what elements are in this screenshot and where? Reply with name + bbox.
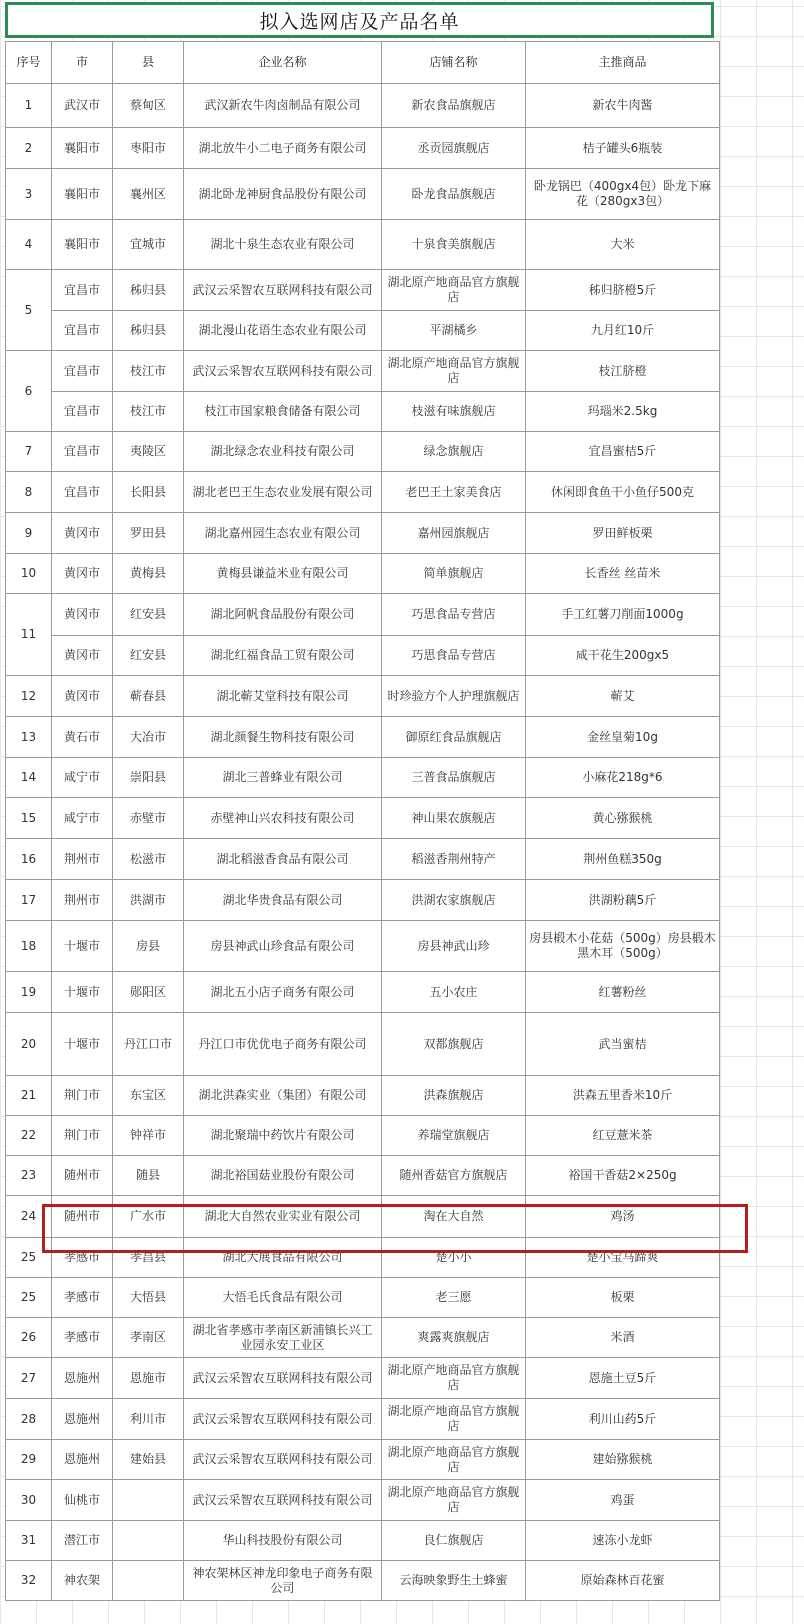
cell-city: 宜昌市	[52, 432, 113, 472]
table-row	[6, 472, 720, 513]
cell-product: 洪湖粉藕5斤	[526, 880, 720, 921]
cell-store: 良仁旗舰店	[382, 1521, 526, 1561]
cell-company: 湖北十泉生态农业有限公司	[184, 220, 382, 270]
cell-seq: 25	[6, 1238, 52, 1278]
cell-seq: 26	[6, 1318, 52, 1358]
cell-company: 黄梅县谦益米业有限公司	[184, 554, 382, 594]
cell-city: 恩施州	[52, 1399, 113, 1440]
cell-product: 罗田鲜板栗	[526, 513, 720, 554]
table-row	[6, 392, 720, 432]
cell-store: 洪森旗舰店	[382, 1076, 526, 1116]
cell-city: 荆州市	[52, 880, 113, 921]
cell-county: 洪湖市	[113, 880, 184, 921]
cell-city: 十堰市	[52, 921, 113, 972]
cell-store: 淘在大自然	[382, 1196, 526, 1238]
cell-county: 蕲春县	[113, 676, 184, 717]
table-row	[6, 594, 720, 636]
cell-county: 东宝区	[113, 1076, 184, 1116]
table-row	[6, 1013, 720, 1076]
cell-seq: 5	[6, 270, 52, 351]
cell-product: 蕲艾	[526, 676, 720, 717]
cell-product: 鸡蛋	[526, 1480, 720, 1521]
cell-county: 红安县	[113, 594, 184, 636]
cell-city: 荆门市	[52, 1116, 113, 1156]
cell-company: 湖北放牛小二电子商务有限公司	[184, 128, 382, 169]
cell-product: 咸干花生200gx5	[526, 636, 720, 676]
cell-county: 襄州区	[113, 169, 184, 220]
cell-city: 襄阳市	[52, 128, 113, 169]
table-row	[6, 1278, 720, 1318]
table-row	[6, 717, 720, 758]
cell-seq: 28	[6, 1399, 52, 1440]
cell-county: 孝南区	[113, 1318, 184, 1358]
cell-seq: 21	[6, 1076, 52, 1116]
cell-county: 郧阳区	[113, 972, 184, 1013]
table-row	[6, 676, 720, 717]
cell-company: 武汉云采智农互联网科技有限公司	[184, 1480, 382, 1521]
cell-county: 大冶市	[113, 717, 184, 758]
cell-city: 宜昌市	[52, 270, 113, 311]
cell-product: 红薯粉丝	[526, 972, 720, 1013]
cell-company: 湖北裕国菇业股份有限公司	[184, 1156, 382, 1196]
cell-product: 大米	[526, 220, 720, 270]
cell-product: 枝江脐橙	[526, 351, 720, 392]
table-row	[6, 1076, 720, 1116]
cell-product: 速冻小龙虾	[526, 1521, 720, 1561]
cell-store: 巧思食品专营店	[382, 636, 526, 676]
cell-store: 湖北原产地商品官方旗舰店	[382, 351, 526, 392]
cell-product: 九月红10斤	[526, 311, 720, 351]
cell-product: 建始猕猴桃	[526, 1440, 720, 1480]
table-row	[6, 84, 720, 128]
cell-product: 洪森五里香米10斤	[526, 1076, 720, 1116]
cell-seq: 30	[6, 1480, 52, 1521]
cell-product: 黄心猕猴桃	[526, 798, 720, 839]
cell-seq: 15	[6, 798, 52, 839]
cell-seq: 9	[6, 513, 52, 554]
cell-city: 荆门市	[52, 1076, 113, 1116]
cell-product: 玛瑙米2.5kg	[526, 392, 720, 432]
cell-store: 三普食品旗舰店	[382, 758, 526, 798]
cell-store: 爽露爽旗舰店	[382, 1318, 526, 1358]
table-row	[6, 1358, 720, 1399]
cell-store: 御原红食品旗舰店	[382, 717, 526, 758]
cell-county: 利川市	[113, 1399, 184, 1440]
table-row	[6, 128, 720, 169]
table-row	[6, 270, 720, 311]
cell-city: 恩施州	[52, 1358, 113, 1399]
cell-company: 武汉云采智农互联网科技有限公司	[184, 1399, 382, 1440]
cell-seq: 17	[6, 880, 52, 921]
cell-store: 随州香菇官方旗舰店	[382, 1156, 526, 1196]
table-row	[6, 921, 720, 972]
cell-seq: 32	[6, 1561, 52, 1601]
cell-county: 丹江口市	[113, 1013, 184, 1076]
cell-city: 襄阳市	[52, 169, 113, 220]
cell-company: 湖北省孝感市孝南区新浦镇长兴工业园永安工业区	[184, 1318, 382, 1358]
cell-company: 武汉云采智农互联网科技有限公司	[184, 351, 382, 392]
cell-store: 楚小小	[382, 1238, 526, 1278]
cell-county: 夷陵区	[113, 432, 184, 472]
cell-seq: 3	[6, 169, 52, 220]
header-seq: 序号	[6, 42, 52, 84]
table-row	[6, 1318, 720, 1358]
cell-county: 房县	[113, 921, 184, 972]
cell-city: 宜昌市	[52, 351, 113, 392]
page-title: 拟入选网店及产品名单	[5, 2, 714, 38]
cell-product: 武当蜜桔	[526, 1013, 720, 1076]
cell-seq: 7	[6, 432, 52, 472]
cell-county: 红安县	[113, 636, 184, 676]
cell-company: 湖北稻滋香食品有限公司	[184, 839, 382, 880]
cell-store: 平湖橘乡	[382, 311, 526, 351]
header-store: 店铺名称	[382, 42, 526, 84]
cell-store: 老巴王土家美食店	[382, 472, 526, 513]
table-row	[6, 636, 720, 676]
cell-seq: 27	[6, 1358, 52, 1399]
cell-seq: 2	[6, 128, 52, 169]
cell-product: 红豆薏米茶	[526, 1116, 720, 1156]
cell-county: 建始县	[113, 1440, 184, 1480]
cell-product: 金丝皇菊10g	[526, 717, 720, 758]
cell-company: 武汉新农牛肉卤制品有限公司	[184, 84, 382, 128]
table-row	[6, 554, 720, 594]
cell-county: 赤壁市	[113, 798, 184, 839]
cell-county: 孝昌县	[113, 1238, 184, 1278]
cell-seq: 31	[6, 1521, 52, 1561]
table-header-row	[6, 42, 720, 84]
cell-company: 神农架林区神龙印象电子商务有限公司	[184, 1561, 382, 1601]
cell-company: 赤壁神山兴农科技有限公司	[184, 798, 382, 839]
cell-county: 大悟县	[113, 1278, 184, 1318]
header-city: 市	[52, 42, 113, 84]
cell-company: 湖北绿念农业科技有限公司	[184, 432, 382, 472]
cell-city: 神农架	[52, 1561, 113, 1601]
cell-store: 养瑞堂旗舰店	[382, 1116, 526, 1156]
cell-city: 襄阳市	[52, 220, 113, 270]
cell-store: 湖北原产地商品官方旗舰店	[382, 1440, 526, 1480]
cell-city: 黄冈市	[52, 554, 113, 594]
cell-company: 枝江市国家粮食储备有限公司	[184, 392, 382, 432]
cell-company: 房县神武山珍食品有限公司	[184, 921, 382, 972]
cell-store: 湖北原产地商品官方旗舰店	[382, 1358, 526, 1399]
cell-product: 楚小宝马蹄爽	[526, 1238, 720, 1278]
cell-company: 湖北大自然农业实业有限公司	[184, 1196, 382, 1238]
cell-city: 宜昌市	[52, 311, 113, 351]
cell-county: 秭归县	[113, 311, 184, 351]
cell-county: 松滋市	[113, 839, 184, 880]
cell-seq: 16	[6, 839, 52, 880]
cell-store: 丞贡园旗舰店	[382, 128, 526, 169]
cell-city: 孝感市	[52, 1318, 113, 1358]
header-company: 企业名称	[184, 42, 382, 84]
table-row	[6, 1116, 720, 1156]
cell-city: 黄冈市	[52, 513, 113, 554]
cell-company: 武汉云采智农互联网科技有限公司	[184, 1440, 382, 1480]
cell-product: 卧龙锅巴（400gx4包）卧龙下麻花（280gx3包）	[526, 169, 720, 220]
cell-store: 简单旗舰店	[382, 554, 526, 594]
table-row	[6, 1238, 720, 1278]
cell-city: 荆州市	[52, 839, 113, 880]
cell-product: 荆州鱼糕350g	[526, 839, 720, 880]
cell-seq: 23	[6, 1156, 52, 1196]
cell-county: 崇阳县	[113, 758, 184, 798]
cell-county: 枝江市	[113, 392, 184, 432]
table-row	[6, 432, 720, 472]
cell-county	[113, 1521, 184, 1561]
cell-product: 米酒	[526, 1318, 720, 1358]
cell-store: 卧龙食品旗舰店	[382, 169, 526, 220]
cell-company: 湖北华贵食品有限公司	[184, 880, 382, 921]
cell-product: 长香丝 丝苗米	[526, 554, 720, 594]
table-row	[6, 1399, 720, 1440]
cell-company: 湖北五小店子商务有限公司	[184, 972, 382, 1013]
cell-store: 五小农庄	[382, 972, 526, 1013]
cell-company: 武汉云采智农互联网科技有限公司	[184, 1358, 382, 1399]
cell-store: 老三愿	[382, 1278, 526, 1318]
table-row	[6, 758, 720, 798]
cell-seq: 18	[6, 921, 52, 972]
cell-city: 孝感市	[52, 1278, 113, 1318]
cell-store: 新农食品旗舰店	[382, 84, 526, 128]
cell-product: 原始森林百花蜜	[526, 1561, 720, 1601]
cell-seq: 1	[6, 84, 52, 128]
cell-county: 宜城市	[113, 220, 184, 270]
cell-county: 广水市	[113, 1196, 184, 1238]
cell-product: 鸡汤	[526, 1196, 720, 1238]
cell-county: 钟祥市	[113, 1116, 184, 1156]
cell-seq: 8	[6, 472, 52, 513]
shop-list-table	[5, 41, 720, 1601]
table-row	[6, 169, 720, 220]
cell-county: 随县	[113, 1156, 184, 1196]
cell-company: 湖北卧龙神厨食品股份有限公司	[184, 169, 382, 220]
cell-product: 宜昌蜜桔5斤	[526, 432, 720, 472]
cell-product: 秭归脐橙5斤	[526, 270, 720, 311]
cell-county: 黄梅县	[113, 554, 184, 594]
cell-store: 稻滋香荆州特产	[382, 839, 526, 880]
cell-product: 恩施土豆5斤	[526, 1358, 720, 1399]
cell-city: 十堰市	[52, 972, 113, 1013]
cell-store: 湖北原产地商品官方旗舰店	[382, 270, 526, 311]
cell-store: 绿念旗舰店	[382, 432, 526, 472]
table-row	[6, 513, 720, 554]
cell-company: 湖北聚瑞中药饮片有限公司	[184, 1116, 382, 1156]
cell-company: 湖北老巴王生态农业发展有限公司	[184, 472, 382, 513]
cell-seq: 25	[6, 1278, 52, 1318]
cell-product: 利川山药5斤	[526, 1399, 720, 1440]
cell-product: 小麻花218g*6	[526, 758, 720, 798]
cell-company: 湖北嘉州园生态农业有限公司	[184, 513, 382, 554]
cell-county: 罗田县	[113, 513, 184, 554]
cell-seq: 10	[6, 554, 52, 594]
cell-city: 黄石市	[52, 717, 113, 758]
cell-store: 神山果农旗舰店	[382, 798, 526, 839]
cell-city: 黄冈市	[52, 594, 113, 636]
cell-city: 十堰市	[52, 1013, 113, 1076]
cell-seq: 29	[6, 1440, 52, 1480]
cell-product: 手工红薯刀削面1000g	[526, 594, 720, 636]
cell-seq: 22	[6, 1116, 52, 1156]
cell-city: 宜昌市	[52, 392, 113, 432]
cell-company: 湖北蕲艾堂科技有限公司	[184, 676, 382, 717]
cell-company: 武汉云采智农互联网科技有限公司	[184, 270, 382, 311]
table-row	[6, 1440, 720, 1480]
cell-seq: 13	[6, 717, 52, 758]
cell-city: 黄冈市	[52, 636, 113, 676]
table-row	[6, 798, 720, 839]
cell-company: 湖北大展食品有限公司	[184, 1238, 382, 1278]
cell-store: 十泉食美旗舰店	[382, 220, 526, 270]
cell-seq: 24	[6, 1196, 52, 1238]
cell-seq: 11	[6, 594, 52, 676]
cell-company: 湖北漫山花语生态农业有限公司	[184, 311, 382, 351]
cell-company: 湖北三普蜂业有限公司	[184, 758, 382, 798]
header-product: 主推商品	[526, 42, 720, 84]
cell-city: 随州市	[52, 1156, 113, 1196]
cell-county: 秭归县	[113, 270, 184, 311]
cell-seq: 19	[6, 972, 52, 1013]
cell-county: 枝江市	[113, 351, 184, 392]
cell-county: 蔡甸区	[113, 84, 184, 128]
cell-county: 枣阳市	[113, 128, 184, 169]
cell-city: 黄冈市	[52, 676, 113, 717]
cell-store: 巧思食品专营店	[382, 594, 526, 636]
cell-company: 丹江口市优优电子商务有限公司	[184, 1013, 382, 1076]
cell-city: 武汉市	[52, 84, 113, 128]
cell-company: 大悟毛氏食品有限公司	[184, 1278, 382, 1318]
cell-product: 房县椴木小花菇（500g）房县椴木黑木耳（500g）	[526, 921, 720, 972]
cell-seq: 14	[6, 758, 52, 798]
table-row	[6, 311, 720, 351]
cell-store: 时珍验方个人护理旗舰店	[382, 676, 526, 717]
cell-product: 裕国干香菇2×250g	[526, 1156, 720, 1196]
table-row	[6, 972, 720, 1013]
cell-store: 双都旗舰店	[382, 1013, 526, 1076]
cell-seq: 4	[6, 220, 52, 270]
cell-county	[113, 1561, 184, 1601]
table-row	[6, 1521, 720, 1561]
cell-product: 板栗	[526, 1278, 720, 1318]
cell-county	[113, 1480, 184, 1521]
cell-store: 湖北原产地商品官方旗舰店	[382, 1399, 526, 1440]
table-row	[6, 351, 720, 392]
cell-company: 湖北颜餐生物科技有限公司	[184, 717, 382, 758]
header-county: 县	[113, 42, 184, 84]
cell-store: 房县神武山珍	[382, 921, 526, 972]
cell-company: 华山科技股份有限公司	[184, 1521, 382, 1561]
cell-city: 宜昌市	[52, 472, 113, 513]
cell-city: 咸宁市	[52, 798, 113, 839]
cell-store: 云海映象野生土蜂蜜	[382, 1561, 526, 1601]
cell-store: 嘉州园旗舰店	[382, 513, 526, 554]
table-row	[6, 1156, 720, 1196]
table-row	[6, 839, 720, 880]
cell-seq: 20	[6, 1013, 52, 1076]
cell-company: 湖北阿帆食品股份有限公司	[184, 594, 382, 636]
cell-product: 桔子罐头6瓶装	[526, 128, 720, 169]
cell-city: 随州市	[52, 1196, 113, 1238]
cell-store: 洪湖农家旗舰店	[382, 880, 526, 921]
table-row	[6, 880, 720, 921]
cell-county: 恩施市	[113, 1358, 184, 1399]
cell-store: 湖北原产地商品官方旗舰店	[382, 1480, 526, 1521]
cell-city: 仙桃市	[52, 1480, 113, 1521]
cell-city: 恩施州	[52, 1440, 113, 1480]
table-row	[6, 1480, 720, 1521]
cell-seq: 6	[6, 351, 52, 432]
cell-store: 枝滋有味旗舰店	[382, 392, 526, 432]
cell-city: 孝感市	[52, 1238, 113, 1278]
cell-company: 湖北红福食品工贸有限公司	[184, 636, 382, 676]
cell-product: 休闲即食鱼干小鱼仔500克	[526, 472, 720, 513]
table-row	[6, 220, 720, 270]
cell-seq: 12	[6, 676, 52, 717]
cell-product: 新农牛肉酱	[526, 84, 720, 128]
cell-city: 咸宁市	[52, 758, 113, 798]
cell-county: 长阳县	[113, 472, 184, 513]
cell-company: 湖北洪森实业（集团）有限公司	[184, 1076, 382, 1116]
table-row	[6, 1561, 720, 1601]
table-row-highlighted	[6, 1196, 720, 1238]
cell-city: 潜江市	[52, 1521, 113, 1561]
